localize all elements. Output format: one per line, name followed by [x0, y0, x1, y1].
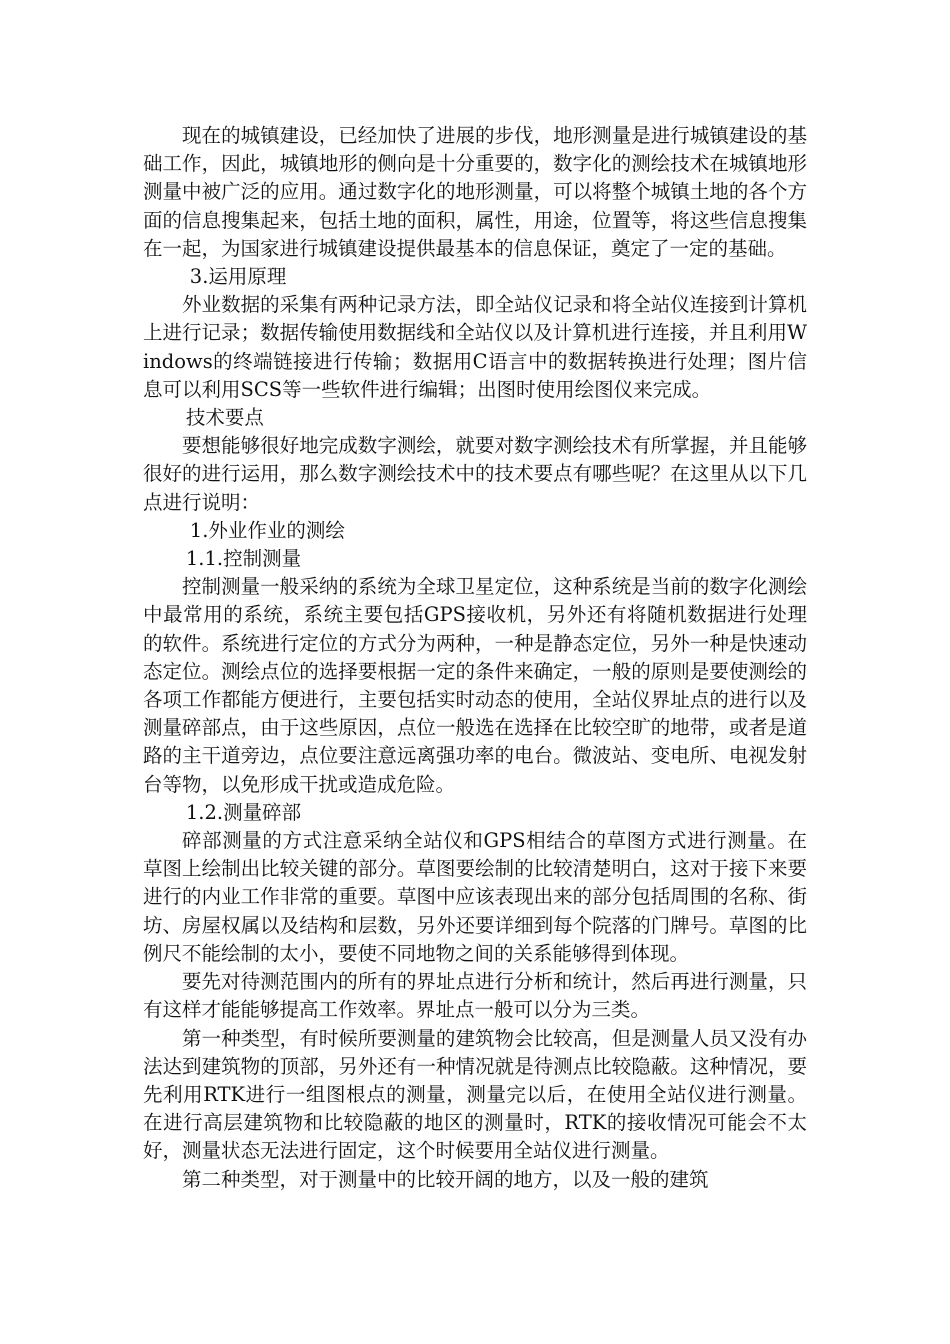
paragraph-detail-survey: 碎部测量的方式注意采纳全站仪和GPS相结合的草图方式进行测量。在草图上绘制出比较关键的部分。草图要绘制的比较清楚明白，这对于接下来要进行的内业工作非常的重要。草图中应该表现出来的部分包括周围的名称、街坊、房屋权属以及结构和层数，另外还要详细到每个院落的门牌号。草图的比例尺不能绘制的太小，要使不同地物之间的关系能够得到体现。 [143, 829, 807, 965]
heading-control-survey: 1.1.控制测量 [185, 547, 302, 571]
paragraph-data-collection: 外业数据的采集有两种记录方法，即全站仪记录和将全站仪连接到计算机上进行记录；数据传输使用数据线和全站仪以及计算机进行连接，并且利用Windows的终端链接进行传输；数据用C语言中的数据转换进行处理；图片信息可以利用SCS等一些软件进行编辑；出图时使用绘图仪来完成。 [143, 293, 807, 401]
paragraph-control-survey: 控制测量一般采纳的系统为全球卫星定位，这种系统是当前的数字化测绘中最常用的系统，系统主要包括GPS接收机，另外还有将随机数据进行处理的软件。系统进行定位的方式分为两种，一种是静态定位，另外一种是快速动态定位。测绘点位的选择要根据一定的条件来确定，一般的原则是要使测绘的各项工作都能方便进行，主要包括实时动态的使用，全站仪界址点的进行以及测量碎部点，由于这些原因，点位一般选在选择在比较空旷的地带，或者是道路的主干道旁边，点位要注意远离强功率的电台。微波站、变电所、电视发射台等物，以免形成干扰或造成危险。 [143, 575, 807, 796]
paragraph-type-one: 第一种类型，有时候所要测量的建筑物会比较高，但是测量人员又没有办法达到建筑物的顶部，另外还有一种情况就是待测点比较隐蔽。这种情况，要先利用RTK进行一组图根点的测量，测量完以后，在使用全站仪进行测量。在进行高层建筑物和比较隐蔽的地区的测量时，RTK的接收情况可能会不太好，测量状态无法进行固定，这个时候要用全站仪进行测量。 [143, 1026, 807, 1163]
paragraph-intro: 现在的城镇建设，已经加快了进展的步伐，地形测量是进行城镇建设的基础工作，因此，城镇地形的侧向是十分重要的，数字化的测绘技术在城镇地形测量中被广泛的应用。通过数字化的地形测量，可以将整个城镇土地的各个方面的信息搜集起来，包括土地的面积，属性，用途，位置等，将这些信息搜集在一起，为国家进行城镇建设提供最基本的信息保证，奠定了一定的基础。 [143, 124, 807, 260]
paragraph-boundary-points: 要先对待测范围内的所有的界址点进行分析和统计，然后再进行测量，只有这样才能能够提高工作效率。界址点一般可以分为三类。 [143, 970, 807, 1022]
heading-principle: 3.运用原理 [189, 265, 287, 289]
paragraph-key-points: 要想能够很好地完成数字测绘，就要对数字测绘技术有所掌握，并且能够很好的进行运用，那么数字测绘技术中的技术要点有哪些呢？在这里从以下几点进行说明： [143, 434, 807, 514]
document-page [143, 122, 807, 1194]
heading-detail-survey: 1.2.测量碎部 [185, 800, 302, 824]
heading-key-points: 技术要点 [185, 406, 264, 430]
heading-field-work: 1.外业作业的测绘 [189, 518, 345, 542]
paragraph-type-two: 第二种类型，对于测量中的比较开阔的地方，以及一般的建筑 [182, 1167, 709, 1191]
